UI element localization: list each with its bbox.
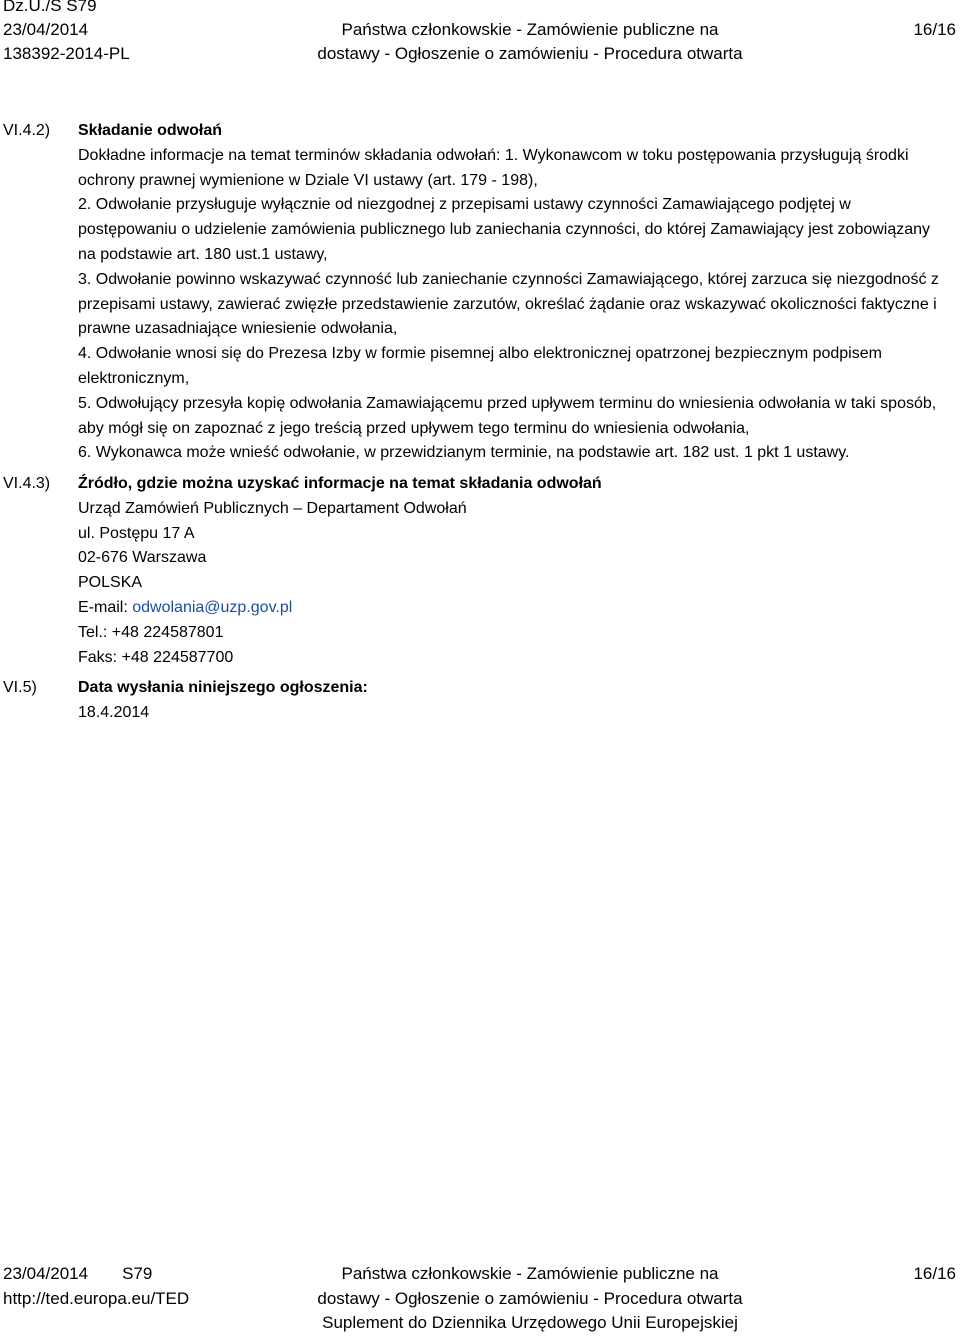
tel-value: +48 224587801	[111, 623, 224, 641]
fax-label: Faks:	[78, 648, 122, 666]
section-vi-4-2	[78, 119, 948, 466]
footer-page-number: 16/16	[913, 1264, 956, 1283]
footer-title	[260, 1262, 800, 1336]
paragraph-6: 6. Wykonawca może wnieść odwołanie, w przewidzianym terminie, na podstawie art. 182 ust. 1 pkt 1 ustawy.	[78, 444, 850, 462]
paragraph-1: Dokładne informacje na temat terminów składania odwołań: 1. Wykonawcom w toku postępowania przysługują środki ochrony prawnej wymienione w Dziale VI ustawy (art. 179 - 198),	[78, 146, 909, 189]
section-vi-4-3	[78, 472, 948, 670]
header-title	[260, 18, 800, 66]
notice-id: 138392-2014-PL	[3, 44, 130, 63]
footer-title-line2: dostawy - Ogłoszenie o zamówieniu - Procedura otwarta	[317, 1288, 743, 1308]
email-label: E-mail:	[78, 598, 133, 616]
email-link[interactable]: odwolania@uzp.gov.pl	[132, 598, 293, 616]
fax-value: +48 224587700	[121, 648, 234, 666]
paragraph-5: 5. Odwołujący przesyła kopię odwołania Zamawiającemu przed upływem terminu do wniesienia odwołania w taki sposób, aby mógł się on zapoznać z jego treścią przed upływem tego terminu do wniesienia odwołania,	[78, 394, 937, 437]
header-title-line2: dostawy - Ogłoszenie o zamówieniu - Procedura otwarta	[317, 44, 743, 63]
header-date: 23/04/2014	[3, 20, 89, 39]
email-row	[78, 596, 948, 621]
paragraph-4: 4. Odwołanie wnosi się do Prezesa Izby w formie pisemnej albo elektronicznej opatrzonej bezpiecznym podpisem elektronicznym,	[78, 345, 882, 387]
footer-title-line1: Państwa członkowskie - Zamówienie publiczne na	[341, 1264, 719, 1283]
page-header	[0, 0, 960, 70]
tel-row	[78, 621, 948, 646]
fax-row	[78, 646, 948, 671]
section-heading: Data wysłania niniejszego ogłoszenia:	[78, 679, 368, 696]
section-heading: Składanie odwołań	[78, 122, 223, 139]
paragraph-3: 3. Odwołanie powinno wskazywać czynność lub zaniechanie czynności Zamawiającego, której zarzuca się niezgodność z przepisami ustawy, zawierać zwięzłe przedstawienie zarzutów, określać żądanie oraz wskazywać okoliczności faktyczne i prawne uzasadniające wniesienie odwołania,	[78, 270, 939, 338]
section-label-vi-5: VI.5)	[3, 679, 37, 696]
section-label-vi-4-2: VI.4.2)	[3, 122, 51, 139]
header-title-line1: Państwa członkowskie - Zamówienie publiczne na	[341, 20, 719, 39]
organization-name: Urząd Zamówień Publicznych – Departament Odwołań	[78, 499, 467, 517]
paragraph-2: 2. Odwołanie przysługuje wyłącznie od niezgodnej z przepisami ustawy czynności Zamawiającego podjętej w postępowaniu o udzielenie zamówienia publicznego lub zaniechania czynności, do której Zamawiający jest zobowiązany na podstawie art. 180 ust.1 ustawy,	[78, 196, 931, 263]
footer-date: 23/04/2014	[3, 1264, 89, 1283]
footer-title-line3: Suplement do Dziennika Urzędowego Unii Europejskiej	[322, 1313, 738, 1332]
footer-url[interactable]: http://ted.europa.eu/TED	[3, 1288, 190, 1308]
header-left	[3, 0, 130, 66]
tel-label: Tel.:	[78, 623, 112, 641]
section-heading: Źródło, gdzie można uzyskać informacje na temat składania odwołań	[78, 475, 602, 492]
country: POLSKA	[78, 574, 143, 592]
street-address: ul. Postępu 17 A	[78, 524, 195, 542]
section-vi-5	[78, 676, 948, 726]
section-label-vi-4-3: VI.4.3)	[3, 475, 51, 492]
footer-ref: S79	[122, 1264, 153, 1283]
dispatch-date: 18.4.2014	[78, 703, 150, 721]
footer-left	[3, 1262, 189, 1311]
page-footer	[0, 1262, 960, 1334]
city-postcode: 02-676 Warszawa	[78, 549, 207, 567]
journal-ref: Dz.U./S S79	[3, 0, 97, 15]
header-page-number: 16/16	[913, 20, 956, 39]
